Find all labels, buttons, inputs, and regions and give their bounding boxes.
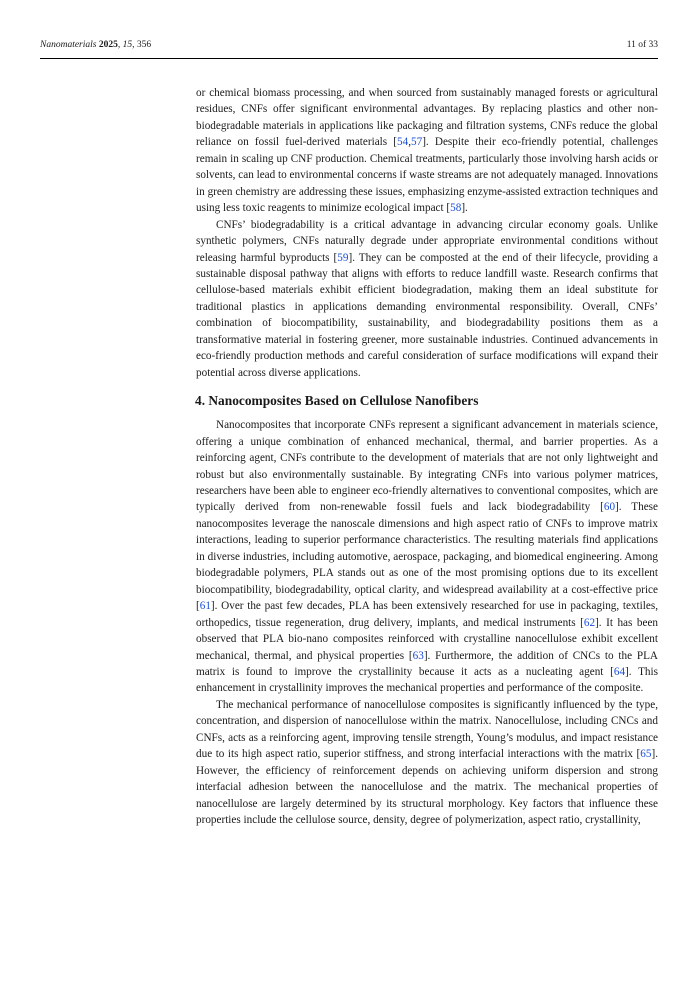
body-paragraph bbox=[196, 85, 658, 217]
citation-link[interactable]: 65 bbox=[640, 748, 652, 761]
header-rule bbox=[40, 58, 658, 59]
paragraph-text: ]. Furthermore, the addition of CNCs to the PLA matrix is found to improve the crystallinity because it acts as a nucleating agent [ bbox=[196, 649, 658, 678]
paragraph-text: The mechanical performance of nanocellulose composites is significantly influenced by the type, concentration, and dispersion of nanocellulose within the matrix. Nanocellulose, including CNCs and CNFs, acts as a reinforcing agent, improving tensile strength, Young’s modulus, and impact resistance due to its high aspect ratio, superior stiffness, and strong interfacial interactions with the matrix [ bbox=[196, 698, 658, 761]
running-header bbox=[40, 40, 658, 60]
citation-link[interactable]: 60 bbox=[603, 501, 616, 514]
paragraph-text: ]. These nanocomposites leverage the nanoscale dimensions and high aspect ratio of CNFs to improve matrix interactions, leading to superior performance characteristics. The resulting materials find applications in diverse industries, including automotive, aerospace, packaging, and biomedical engineering. Among biodegradable polymers, PLA stands out as one of the most promising options due to its excellent biocompatibility, biodegradability, optical clarity, and widespread availability at a cost-effective price [ bbox=[196, 501, 658, 613]
page-number: 11 of 33 bbox=[626, 40, 658, 50]
citation-link[interactable]: 59 bbox=[337, 251, 349, 264]
paragraph-text: or chemical biomass processing, and when sourced from sustainably managed forests or agricultural residues, CNFs offer significant environmental advantages. By replacing plastics and other non-biodegradable materials in applications like packaging and filtration systems, CNFs reduce the global reliance on fossil fuel-derived materials [ bbox=[196, 87, 658, 149]
citation-link[interactable]: 57 bbox=[411, 136, 423, 149]
paragraph-text: ]. This enhancement in crystallinity improves the mechanical properties and performance of the composite. bbox=[196, 665, 658, 695]
citation-link[interactable]: 61 bbox=[199, 600, 211, 613]
paragraph-text: , bbox=[408, 136, 411, 149]
paragraph-text: ]. Over the past few decades, PLA has been extensively researched for use in packaging, textiles, orthopedics, tissue regeneration, drug delivery, implants, and medical instruments [ bbox=[196, 600, 658, 629]
citation-link[interactable]: 62 bbox=[583, 616, 596, 629]
paragraph-text: CNFs’ biodegradability is a critical advantage in advancing circular economy goals. Unlike synthetic polymers, CNFs naturally degrade under appropriate environmental conditions without releasing harmful byproducts [ bbox=[196, 218, 658, 264]
paragraph-text: Nanocomposites that incorporate CNFs represent a significant advancement in materials science, offering a unique combination of enhanced mechanical, thermal, and barrier properties. As a reinforcing agent, CNFs contribute to the development of materials that are not only lightweight and robust but also environmentally sustainable. By integrating CNFs into various polymer matrices, researchers have been able to engineer eco-friendly alternatives to conventional composites, which are typically derived from non-renewable fossil fuels and lack biodegradability [ bbox=[196, 419, 658, 514]
article-number: 356 bbox=[136, 40, 152, 50]
paragraph-text: ]. However, the efficiency of reinforcement depends on achieving uniform dispersion and strong interfacial adhesion between the nanocellulose and the matrix. The mechanical properties of nanocellulose are largely determined by its structural morphology. Key factors that influence these properties include the cellulose source, density, degree of polymerization, aspect ratio, crystallinity, bbox=[196, 748, 658, 827]
paragraph-text: ]. It has been observed that PLA bio-nano composites reinforced with crystalline nanocellulose exhibit excellent mechanical, thermal, and physical properties [ bbox=[196, 616, 658, 662]
journal-year: 2025 bbox=[98, 40, 118, 50]
journal-name: Nanomaterials bbox=[40, 40, 97, 50]
body-paragraph bbox=[196, 697, 658, 829]
body-paragraph bbox=[196, 217, 658, 382]
body-paragraph bbox=[196, 417, 658, 697]
journal-citation: Nanomaterials 2025, 15, 356 bbox=[40, 40, 152, 50]
paragraph-text: ]. bbox=[461, 202, 468, 215]
article-body bbox=[196, 85, 658, 828]
paragraph-text: ]. They can be composted at the end of their lifecycle, providing a sustainable disposal pathway that aligns with efforts to reduce landfill waste. Research confirms that cellulose-based materials exhibit efficient biodegradation, making them an ideal substitute for traditional plastics in applications demanding environmental responsibility. Overall, CNFs’ combination of biocompatibility, sustainability, and biodegradability positions them as a transformative material in fostering greener, more sustainable industries. Continued advancements in eco-friendly production methods and careful consideration of surface modifications will expand their potential across diverse applications. bbox=[196, 251, 658, 379]
citation-link[interactable]: 54 bbox=[397, 136, 409, 149]
citation-link[interactable]: 63 bbox=[412, 649, 424, 662]
citation-link[interactable]: 64 bbox=[613, 665, 626, 678]
section-heading: 4. Nanocomposites Based on Cellulose Nanofibers bbox=[195, 393, 479, 409]
citation-link[interactable]: 58 bbox=[450, 202, 462, 215]
paragraph-text: ]. Despite their eco-friendly potential, challenges remain in scaling up CNF production. Chemical treatments, particularly those involving harsh acids or solvents, can lead to environmental concerns if waste streams are not adequately managed. Innovations in green chemistry are addressing these issues, emphasizing enzyme-assisted extraction techniques and using less toxic reagents to minimize ecological impact [ bbox=[196, 136, 658, 215]
journal-volume: 15 bbox=[122, 40, 133, 50]
